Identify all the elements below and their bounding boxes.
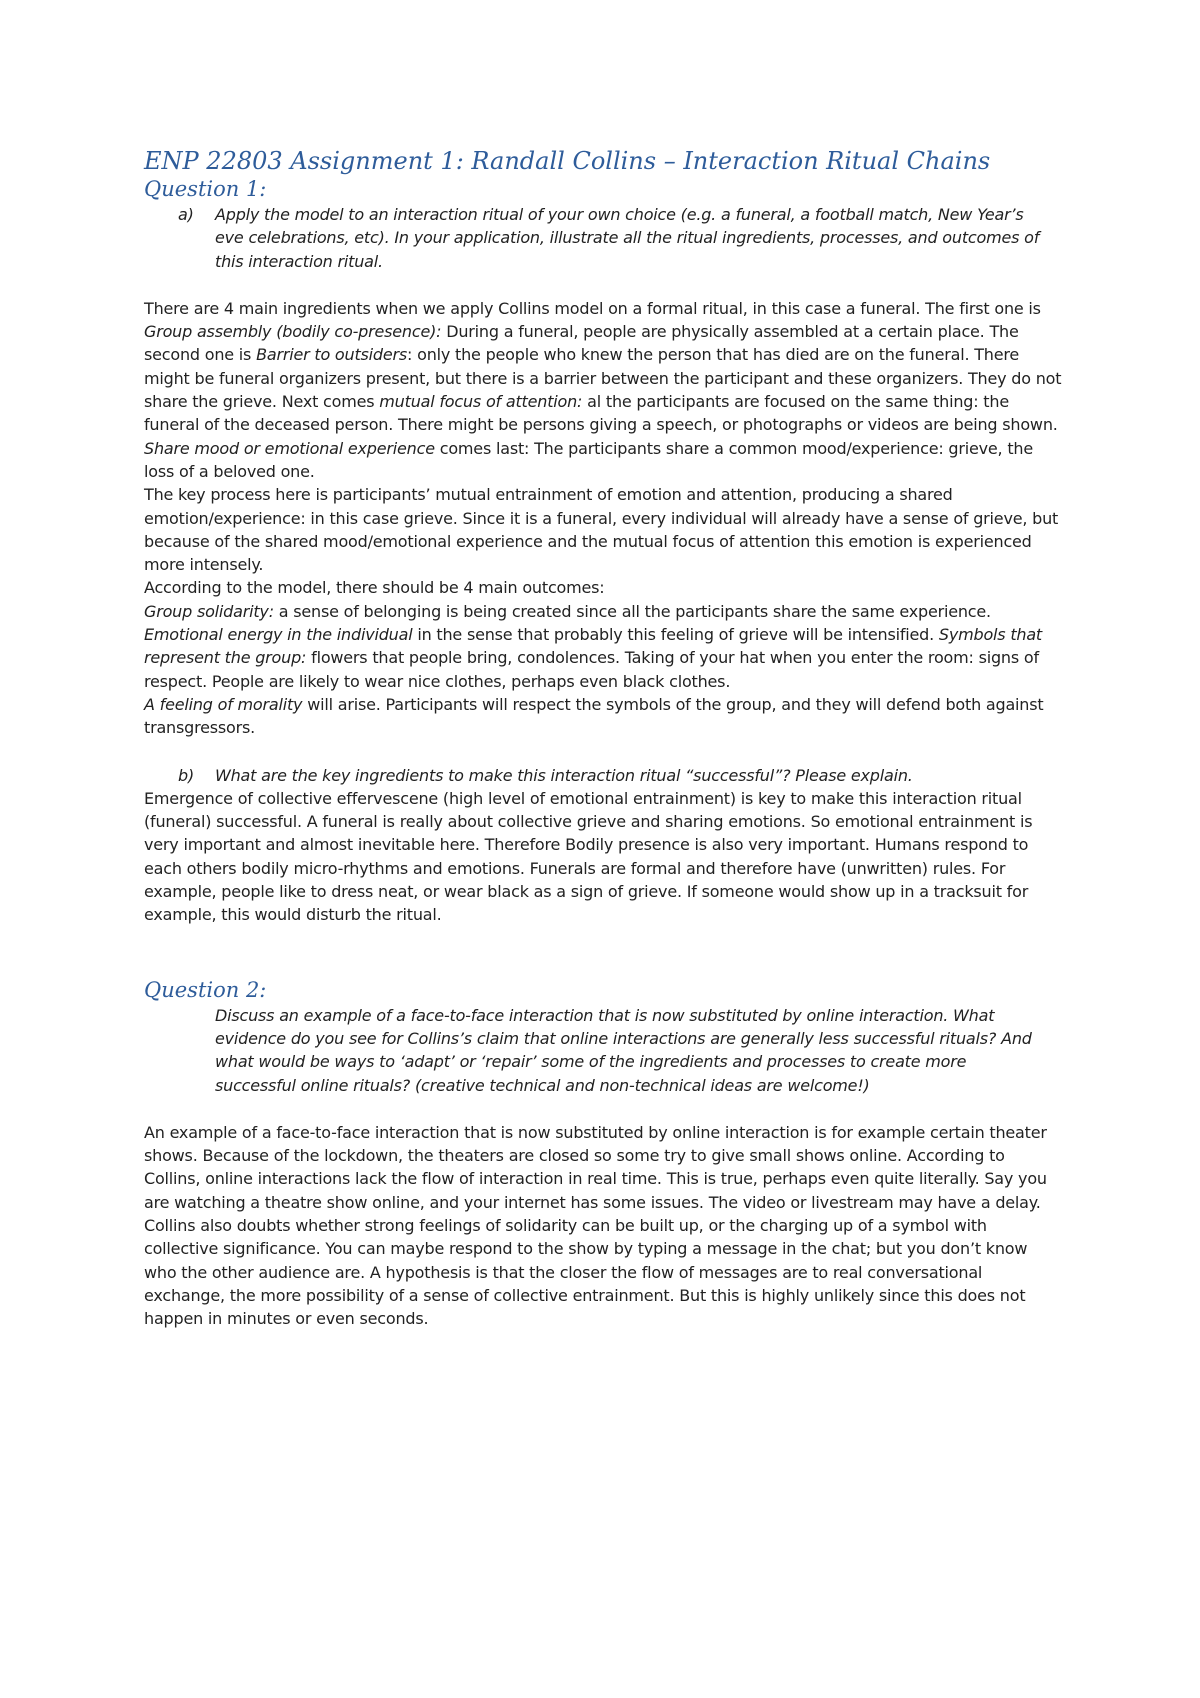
answer-1a-paragraph-ingredients (144, 297, 1064, 483)
question-1a-text: Apply the model to an interaction ritual of your own choice (e.g. a funeral, a football match, New Year’s eve celebrations, etc). In your application, illustrate all the ritual ingredients, processes, and outcomes of this interaction ritual. (215, 205, 1040, 271)
document-body (144, 146, 1064, 1330)
text-run: in the sense that probably this feeling of grieve will be intensified. (412, 625, 939, 645)
emphasis-run: Symbols that represent the group: (144, 625, 1043, 668)
question-2-heading: Question 2: (144, 977, 267, 1002)
text-run: During a funeral, people are physically assembled at a certain place. The second one is (144, 322, 1019, 365)
emphasis-run: mutual focus of attention: (379, 392, 583, 412)
question-1-heading: Question 1: (144, 177, 267, 201)
answer-1a-paragraph-process: The key process here is participants’ mutual entrainment of emotion and attention, producing a shared emotion/experience: in this case grieve. Since it is a funeral, every individual will already have a sense of grieve, but because of the shared mood/emotional experience and the mutual focus of attention this emotion is experienced more intensely. (144, 485, 1059, 575)
text-run: flowers that people bring, condolences. Taking of your hat when you enter the room: signs of respect. People are likely to wear nice clothes, perhaps even black clothes. (144, 648, 1039, 691)
text-run: al the participants are focused on the same thing: the funeral of the deceased person. There might be persons giving a speech, or photographs or videos are being shown. (144, 392, 1058, 435)
question-1a-label: a) (178, 205, 194, 224)
question-1a-prompt (178, 203, 1064, 273)
emphasis-run: A feeling of morality (144, 694, 303, 714)
text-run: will arise. Participants will respect the symbols of the group, and they will defend both against transgressors. (144, 694, 1044, 738)
question-1b-text: What are the key ingredients to make this interaction ritual “successful”? Please explain. (215, 765, 913, 785)
emphasis-run: Share mood or emotional experience (144, 438, 435, 458)
answer-2-paragraph: An example of a face-to-face interaction that is now substituted by online interaction is for example certain theater shows. Because of the lockdown, the theaters are closed so some try to give small shows online. According to Collins, online interactions lack the flow of interaction in real time. This is true, perhaps even quite literally. Say you are watching a theatre show online, and your internet has some issues. The video or livestream may have a delay. Collins also doubts whether strong feelings of solidarity can be built up, or the charging up of a symbol with collective significance. You can maybe respond to the show by typing a message in the chat; but you don’t know who the other audience are. A hypothesis is that the closer the flow of messages are to real conversational exchange, the more possibility of a sense of collective entrainment. But this is highly unlikely since this does not happen in minutes or even seconds. (144, 1122, 1047, 1329)
emphasis-run: Group assembly (bodily co-presence): (144, 322, 442, 342)
question-1b-prompt (178, 764, 1064, 787)
question-1b-label: b) (178, 765, 194, 785)
emphasis-run: Barrier to outsiders (256, 345, 408, 365)
emphasis-run: Group solidarity: (144, 601, 274, 621)
answer-1b-paragraph: Emergence of collective effervescene (high level of emotional entrainment) is key to make this interaction ritual (funeral) successful. A funeral is really about collective grieve and sharing emotions. So emotional entrainment is very important and almost inevitable here. Therefore Bodily presence is also very important. Humans respond to each others bodily micro-rhythms and emotions. Funerals are formal and therefore have (unwritten) rules. For example, people like to dress neat, or wear black as a sign of grieve. If someone would show up in a tracksuit for example, this would disturb the ritual. (144, 788, 1033, 925)
text-run: There are 4 main ingredients when we apply Collins model on a formal ritual, in this case a funeral. The first one is (144, 298, 1041, 318)
text-run: : only the people who knew the person that has died are on the funeral. There might be funeral organizers present, but there is a barrier between the participant and these organizers. They do not share the grieve. Next comes (144, 345, 1062, 412)
answer-1a-paragraph-outcomes-intro: According to the model, there should be 4 main outcomes: (144, 578, 605, 598)
document-title: ENP 22803 Assignment 1: Randall Collins – Interaction Ritual Chains (144, 147, 991, 175)
answer-1a-paragraph-outcomes (144, 600, 1064, 693)
question-2-prompt: Discuss an example of a face-to-face interaction that is now substituted by online interaction. What evidence do you see for Collins’s claim that online interactions are generally less successful rituals? And what would be ways to ‘adapt’ or ‘repair’ some of the ingredients and processes to create more successful online rituals? (creative technical and non-technical ideas are welcome!) (215, 1005, 1032, 1095)
text-run: comes last: The participants share a common mood/experience: grieve, the loss of a beloved one. (144, 438, 1033, 481)
answer-1a-paragraph-morality (144, 693, 1064, 740)
emphasis-run: Emotional energy in the individual (144, 625, 413, 645)
text-run: a sense of belonging is being created since all the participants share the same experience. (273, 601, 991, 621)
